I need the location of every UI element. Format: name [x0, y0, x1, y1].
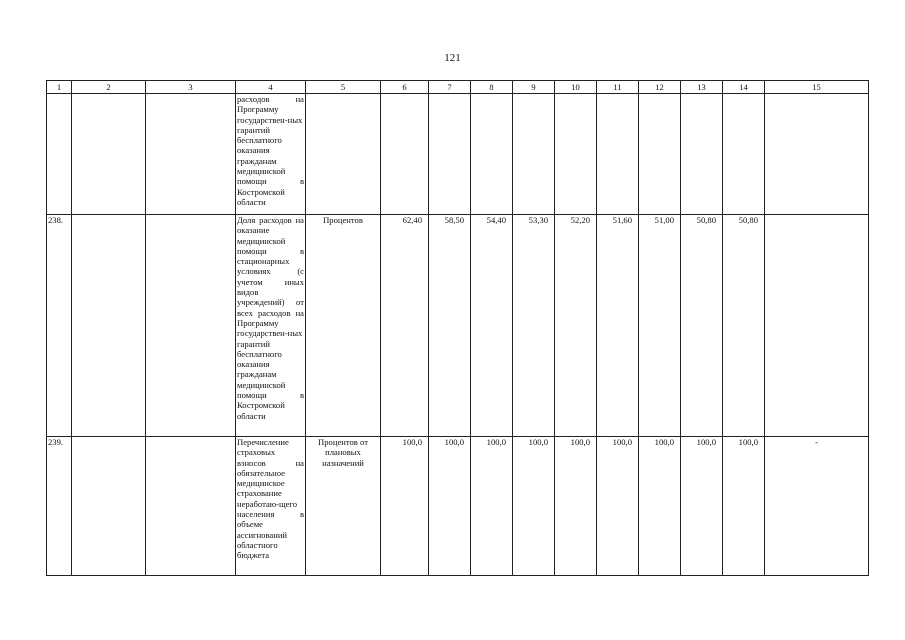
- value-cell: 51,60: [597, 215, 639, 437]
- data-table: [46, 80, 869, 576]
- header-cell: 9: [513, 81, 555, 94]
- value-cell: 54,40: [471, 215, 513, 437]
- indicator-name: расходов на Программу государствен-ных гарантий бесплатного оказания гражданам медицинской помощи в Костромской области: [236, 94, 306, 215]
- value-cell: [723, 94, 765, 215]
- value-cell: 58,50: [429, 215, 471, 437]
- value-cell: [639, 94, 681, 215]
- value-cell: 62,40: [381, 215, 429, 437]
- value-cell: 100,0: [723, 437, 765, 576]
- header-cell: 15: [765, 81, 869, 94]
- value-cell: [597, 94, 639, 215]
- unit-cell: [306, 94, 381, 215]
- cell-col15: -: [765, 437, 869, 576]
- header-cell: 10: [555, 81, 597, 94]
- indicator-name: Перечисление страховых взносов на обязательное медицинское страхование неработаю-щего населения в объеме ассигнований областного бюджета: [236, 437, 306, 576]
- indicator-name: Доля расходов на оказание медицинской помощи в стационарных условиях (с учетом иных видов учреждений) от всех расходов на Программу государствен-ных гарантий бесплатного оказания гражданам медицинской помощи в Костромской области: [236, 215, 306, 437]
- value-cell: 50,80: [681, 215, 723, 437]
- header-cell: 6: [381, 81, 429, 94]
- page-number: 121: [444, 52, 461, 64]
- row-number: 239.: [47, 437, 72, 576]
- cell-col15: [765, 215, 869, 437]
- cell-col3: [146, 215, 236, 437]
- table-row: [47, 215, 869, 437]
- cell-col3: [146, 94, 236, 215]
- header-cell: 2: [72, 81, 146, 94]
- cell-col2: [72, 215, 146, 437]
- value-cell: 100,0: [429, 437, 471, 576]
- header-cell: 12: [639, 81, 681, 94]
- cell-col3: [146, 437, 236, 576]
- header-cell: 8: [471, 81, 513, 94]
- value-cell: 100,0: [681, 437, 723, 576]
- table-row: [47, 437, 869, 576]
- header-cell: 14: [723, 81, 765, 94]
- cell-col15: [765, 94, 869, 215]
- header-cell: 4: [236, 81, 306, 94]
- cell-col2: [72, 94, 146, 215]
- value-cell: [555, 94, 597, 215]
- header-row: [47, 81, 869, 94]
- value-cell: 51,00: [639, 215, 681, 437]
- value-cell: [381, 94, 429, 215]
- unit-cell: Процентов от плановых назначений: [306, 437, 381, 576]
- value-cell: 100,0: [513, 437, 555, 576]
- header-cell: 13: [681, 81, 723, 94]
- header-cell: 1: [47, 81, 72, 94]
- value-cell: 53,30: [513, 215, 555, 437]
- value-cell: 100,0: [555, 437, 597, 576]
- row-number: 238.: [47, 215, 72, 437]
- value-cell: 100,0: [639, 437, 681, 576]
- header-cell: 5: [306, 81, 381, 94]
- cell-col2: [72, 437, 146, 576]
- header-cell: 7: [429, 81, 471, 94]
- value-cell: 100,0: [597, 437, 639, 576]
- value-cell: 100,0: [471, 437, 513, 576]
- value-cell: 100,0: [381, 437, 429, 576]
- value-cell: 52,20: [555, 215, 597, 437]
- value-cell: [471, 94, 513, 215]
- table-row: [47, 94, 869, 215]
- value-cell: [681, 94, 723, 215]
- value-cell: [513, 94, 555, 215]
- header-cell: 3: [146, 81, 236, 94]
- header-cell: 11: [597, 81, 639, 94]
- value-cell: 50,80: [723, 215, 765, 437]
- row-number: [47, 94, 72, 215]
- value-cell: [429, 94, 471, 215]
- unit-cell: Процентов: [306, 215, 381, 437]
